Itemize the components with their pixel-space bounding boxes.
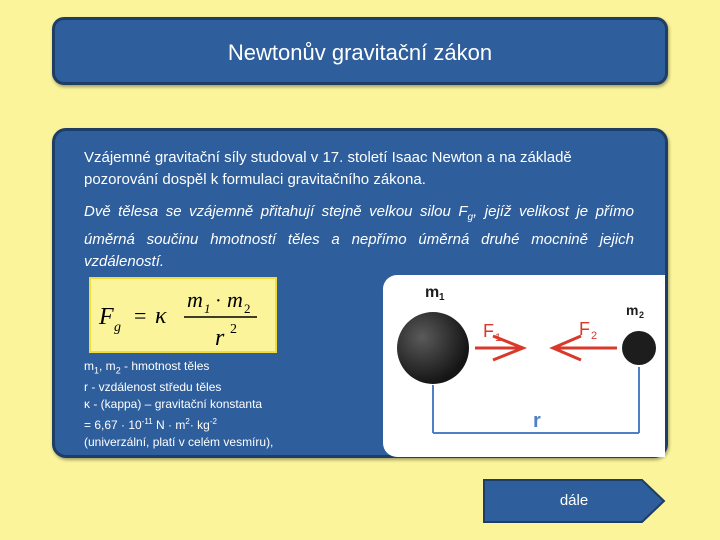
next-button-label: dále (559, 492, 589, 509)
next-button[interactable] (482, 478, 666, 524)
formula-kappa: κ (155, 303, 167, 329)
formula-F: F (99, 304, 114, 330)
force-2-sub: 2 (591, 330, 598, 342)
gravity-formula (89, 277, 277, 353)
intro-paragraph: Vzájemné gravitační síly studoval v 17. století Isaac Newton a na základě pozorování dospěl k formulaci gravitačního zákona. (84, 149, 572, 188)
def-m1: m (84, 359, 94, 373)
law-force-subscript: g (467, 212, 474, 223)
page-title: Newtonův gravitační zákon (227, 40, 493, 65)
diagram-m2-sub: 2 (639, 310, 645, 320)
def-m2-sub: 2 (115, 365, 121, 376)
formula-r-exponent: 2 (230, 322, 237, 337)
mass-1-ball (397, 312, 469, 384)
definitions (84, 358, 374, 451)
def-masses (84, 358, 374, 379)
formula-m2: m (227, 287, 243, 312)
formula-m2-sub: 2 (244, 301, 251, 316)
formula-r: r (215, 325, 225, 351)
force-1-label: F (483, 321, 494, 341)
def-value-b: N · m (152, 418, 186, 433)
def-value-c: · kg (189, 418, 210, 433)
formula-dot: · (215, 290, 222, 312)
gravity-diagram (383, 275, 665, 457)
diagram-m1-label: m (425, 284, 440, 301)
law-paragraph (84, 201, 634, 273)
law-text-1: Dvě tělesa se vzájemně přitahují stejně velkou silou (84, 203, 459, 220)
def-kappa: κ - (kappa) – gravitační konstanta (84, 397, 263, 412)
def-exp1: -11 (141, 417, 153, 427)
def-masses-text: - hmotnost těles (120, 359, 210, 373)
def-value (84, 413, 374, 434)
law-force-symbol: F (458, 203, 468, 220)
formula-m1-sub: 1 (204, 301, 211, 316)
def-distance: r - vzdálenost středu těles (84, 380, 222, 395)
force-1-sub: 1 (495, 332, 502, 344)
title-banner (52, 17, 668, 85)
formula-graphic (91, 279, 275, 351)
distance-label: r (533, 410, 541, 432)
formula-m1: m (187, 287, 203, 312)
formula-g: g (114, 320, 121, 335)
mass-2-ball (622, 331, 656, 365)
def-value-a: = 6,67 · 10 (84, 418, 142, 433)
force-2-label: F (579, 319, 590, 339)
def-exp3: -2 (209, 417, 217, 427)
formula-equals: = (134, 303, 147, 328)
law-text-2: , jejíž velikost je přímo úměrná součinu hmotností těles a nepřímo úměrná druhé mocnině jejich vzdáleností. (84, 203, 634, 270)
def-m2: , m (99, 359, 116, 373)
diagram-graphic (383, 275, 665, 457)
def-m1-sub: 1 (94, 365, 100, 376)
diagram-m1-sub: 1 (439, 292, 445, 303)
def-universal: (univerzální, platí v celém vesmíru), (84, 435, 274, 450)
diagram-m2-label: m (626, 302, 639, 318)
def-exp2: 2 (185, 417, 190, 427)
